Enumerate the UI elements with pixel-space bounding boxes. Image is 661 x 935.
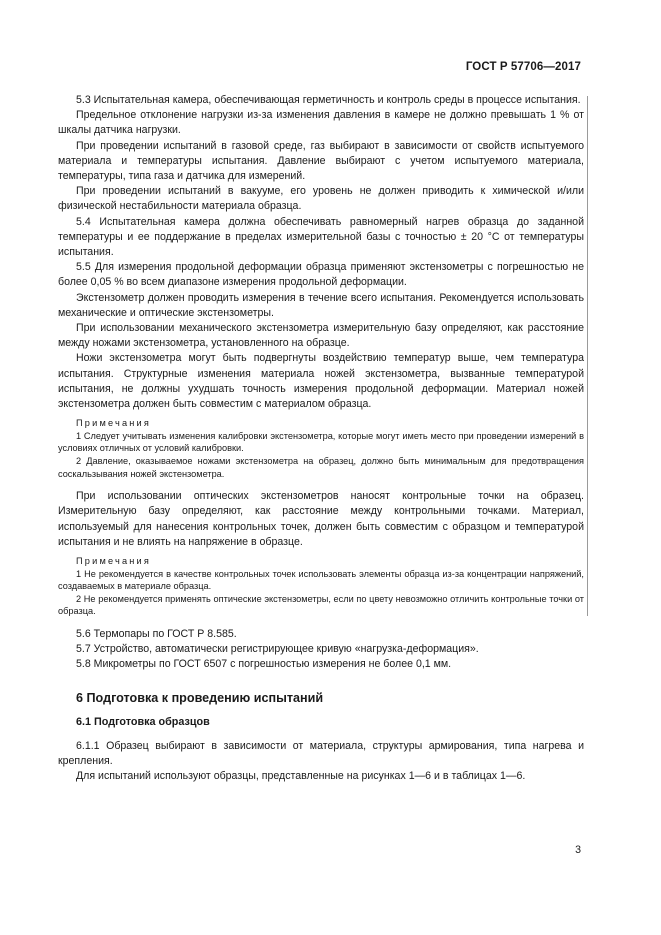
notes-title: Примечания [76,556,152,567]
paragraph: Ножи экстензометра могут быть подвергнуты воздействию температур выше, чем температура испытания. Структурные изменения материала ножей экстензометра, вызванные температурой испытания, не должны ухудшать точность измерения продольной деформации. Материал ножей экстензометра должен быть совместим с материалом образца. [58,352,584,411]
notes-block [58,555,584,618]
paragraph: Предельное отклонение нагрузки из-за изменения давления в камере не должно превышать 1 % от шкалы датчика нагрузки. [58,109,584,137]
paragraph: Экстензометр должен проводить измерения в течение всего испытания. Рекомендуется использовать механические и оптические экстензометры. [58,291,584,319]
note-item: 1 Следует учитывать изменения калибровки экстензометра, которые могут иметь место при проведении измерений в условиях отличных от условий калибровки. [58,430,584,454]
paragraph: Для испытаний используют образцы, представленные на рисунках 1—6 и в таблицах 1—6. [76,770,526,783]
paragraph-6-1-1: 6.1.1 Образец выбирают в зависимости от материала, структуры армирования, типа нагрева и крепления. [58,739,584,767]
notes-block [58,417,584,480]
note-item: 2 Давление, оказываемое ножами экстензометра на образец, должно быть минимальным для предотвращения соскальзывания ножей экстензометра. [58,456,584,479]
document-body [58,93,584,784]
subsection-heading: 6.1 Подготовка образцов [76,715,210,728]
paragraph-5-8: 5.8 Микрометры по ГОСТ 6507 с погрешностью измерения не более 0,1 мм. [76,658,452,671]
page-number: 3 [575,844,581,856]
paragraph-5-3: 5.3 Испытательная камера, обеспечивающая герметичность и контроль среды в процессе испытания. [76,94,581,106]
note-item: 1 Не рекомендуется в качестве контрольных точек использовать элементы образца из-за концентрации напряжений, создаваемых в материале образца. [58,568,584,592]
revision-bar [587,96,588,616]
paragraph: При использовании оптических экстензометров наносят контрольные точки на образец. Измерительную базу определяют, как расстояние между контрольными точками. Материал, используемый для нанесения контрольных точек, должен быть совместим с образцом и температурой испытания и не влиять на напряжение в образце. [58,490,584,548]
paragraph-5-7: 5.7 Устройство, автоматически регистрирующее кривую «нагрузка-деформация». [76,643,479,656]
paragraph-5-4: 5.4 Испытательная камера должна обеспечивать равномерный нагрев образца до заданной температуры и ее поддержание в пределах измерительной базы с точностью ± 20 °С от температуры испытания. [58,215,584,259]
paragraph: При проведении испытаний в вакууме, его уровень не должен приводить к химической и/или физической нестабильности материала образца. [58,185,584,213]
paragraph: При проведении испытаний в газовой среде, газ выбирают в зависимости от свойств испытуемого материала и температуры испытания. Давление выбирают с учетом испытуемого материала, температуры, типа газа и датчика для измерений. [58,139,584,183]
paragraph-5-5: 5.5 Для измерения продольной деформации образца применяют экстензометры с погрешностью не более 0,05 % во всем диапазоне измерения продольной деформации. [58,261,584,289]
notes-title: Примечания [76,418,152,429]
note-item: 2 Не рекомендуется применять оптические экстензометры, если по цвету невозможно отличить контрольные точки от образца. [58,593,584,617]
section-heading: 6 Подготовка к проведению испытаний [76,690,324,705]
paragraph-5-6: 5.6 Термопары по ГОСТ Р 8.585. [76,628,237,641]
paragraph: При использовании механического экстензометра измерительную базу определяют, как расстояние между ножами экстензометра, установленного на образце. [58,322,584,350]
document-id: ГОСТ Р 57706—2017 [465,61,581,73]
